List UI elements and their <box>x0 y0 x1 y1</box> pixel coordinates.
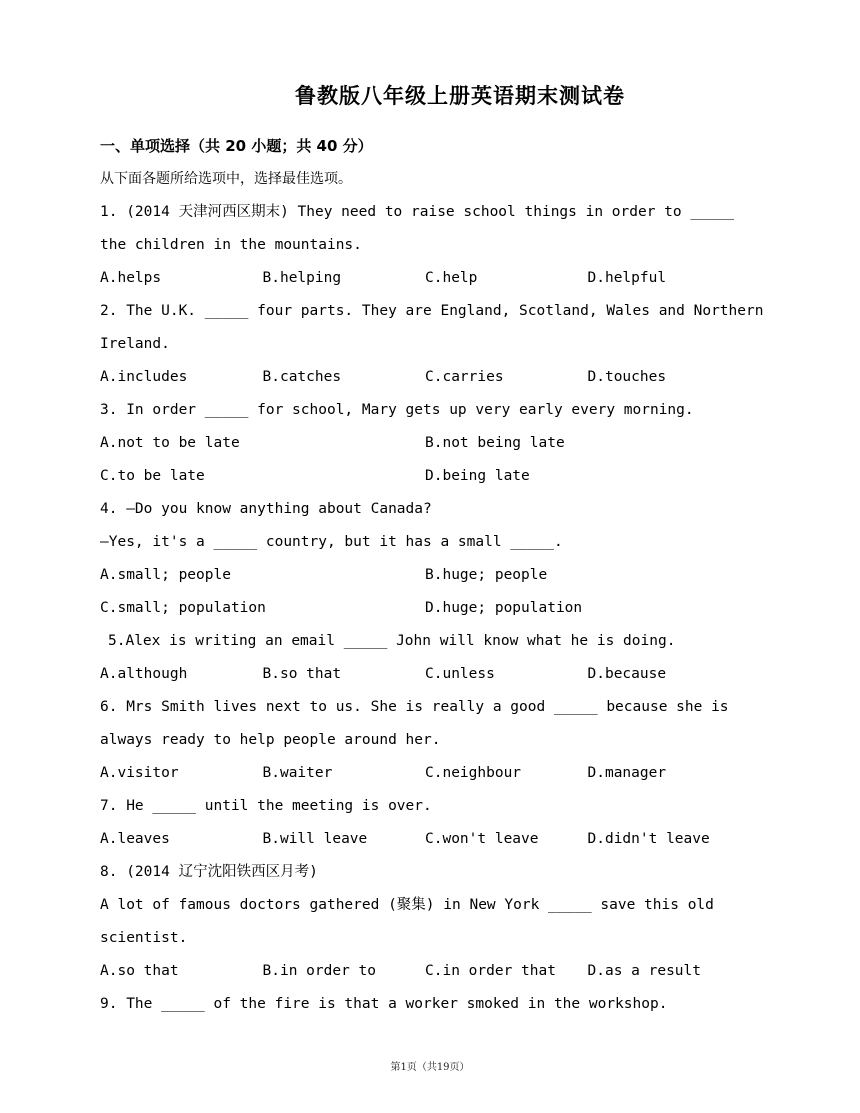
option-d: D.helpful <box>587 270 667 286</box>
question-4-options-row-1 <box>100 559 750 592</box>
question-8-line-2: A lot of famous doctors gathered (聚集) in New York _____ save this old <box>100 897 714 913</box>
question-1-line-1: 1. (2014 天津河西区期末) They need to raise school things in order to _____ <box>100 204 735 220</box>
option-d: D.because <box>587 666 667 682</box>
question-2-line-1: 2. The U.K. _____ four parts. They are England, Scotland, Wales and Northern <box>100 303 764 319</box>
question-3-line-1: 3. In order _____ for school, Mary gets up very early every morning. <box>100 402 694 418</box>
question-2-line-2: Ireland. <box>100 336 170 352</box>
option-a: A.includes <box>100 369 188 385</box>
question-4-line-1: 4. —Do you know anything about Canada? <box>100 501 432 517</box>
question-4-line-2: —Yes, it's a _____ country, but it has a small _____. <box>100 534 563 550</box>
question-8-options <box>100 955 750 988</box>
option-a: A.so that <box>100 963 179 979</box>
question-1-options <box>100 262 750 295</box>
option-b: B.will leave <box>262 831 368 847</box>
option-c: C.small; population <box>100 600 266 616</box>
option-c: C.help <box>425 270 478 286</box>
option-c: C.carries <box>425 369 504 385</box>
option-c: C.won't leave <box>425 831 539 847</box>
exam-content <box>100 130 764 1021</box>
question-3-options-row-2 <box>100 460 750 493</box>
question-7-line-1: 7. He _____ until the meeting is over. <box>100 798 432 814</box>
option-b: B.so that <box>262 666 342 682</box>
option-a: A.not to be late <box>100 435 240 451</box>
option-b: B.catches <box>262 369 342 385</box>
question-6-line-2: always ready to help people around her. <box>100 732 441 748</box>
option-a: A.small; people <box>100 567 231 583</box>
page-title: 鲁教版八年级上册英语期末测试卷 <box>295 83 625 108</box>
question-8-line-1: 8. (2014 辽宁沈阳铁西区月考) <box>100 864 318 880</box>
option-a: A.leaves <box>100 831 170 847</box>
option-a: A.visitor <box>100 765 179 781</box>
option-b: B.huge; people <box>425 567 548 583</box>
option-d: D.being late <box>425 468 530 484</box>
option-b: B.not being late <box>425 435 565 451</box>
question-5-options <box>100 658 750 691</box>
question-4-options-row-2 <box>100 592 750 625</box>
option-a: A.helps <box>100 270 162 286</box>
section-heading: 一、单项选择（共 20 小题；共 40 分） <box>100 137 373 155</box>
option-b: B.helping <box>262 270 342 286</box>
option-d: D.didn't leave <box>587 831 710 847</box>
question-8-line-3: scientist. <box>100 930 188 946</box>
page-footer: 第1页（共19页） <box>390 1062 470 1073</box>
question-9-line-1: 9. The _____ of the fire is that a worker smoked in the workshop. <box>100 996 668 1012</box>
question-3-options-row-1 <box>100 427 750 460</box>
option-c: C.in order that <box>425 963 556 979</box>
question-5-line-1: 5.Alex is writing an email _____ John will know what he is doing. <box>108 633 676 649</box>
question-6-line-1: 6. Mrs Smith lives next to us. She is really a good _____ because she is <box>100 699 729 715</box>
option-b: B.in order to <box>262 963 376 979</box>
option-d: D.as a result <box>587 963 701 979</box>
option-d: D.huge; population <box>425 600 583 616</box>
question-7-options <box>100 823 750 856</box>
option-b: B.waiter <box>262 765 333 781</box>
section-instruction: 从下面各题所给选项中，选择最佳选项。 <box>100 171 352 187</box>
option-d: D.manager <box>587 765 667 781</box>
option-c: C.unless <box>425 666 495 682</box>
option-c: C.to be late <box>100 468 205 484</box>
option-d: D.touches <box>587 369 667 385</box>
option-c: C.neighbour <box>425 765 522 781</box>
question-2-options <box>100 361 750 394</box>
option-a: A.although <box>100 666 188 682</box>
question-6-options <box>100 757 750 790</box>
question-1-line-2: the children in the mountains. <box>100 237 362 253</box>
